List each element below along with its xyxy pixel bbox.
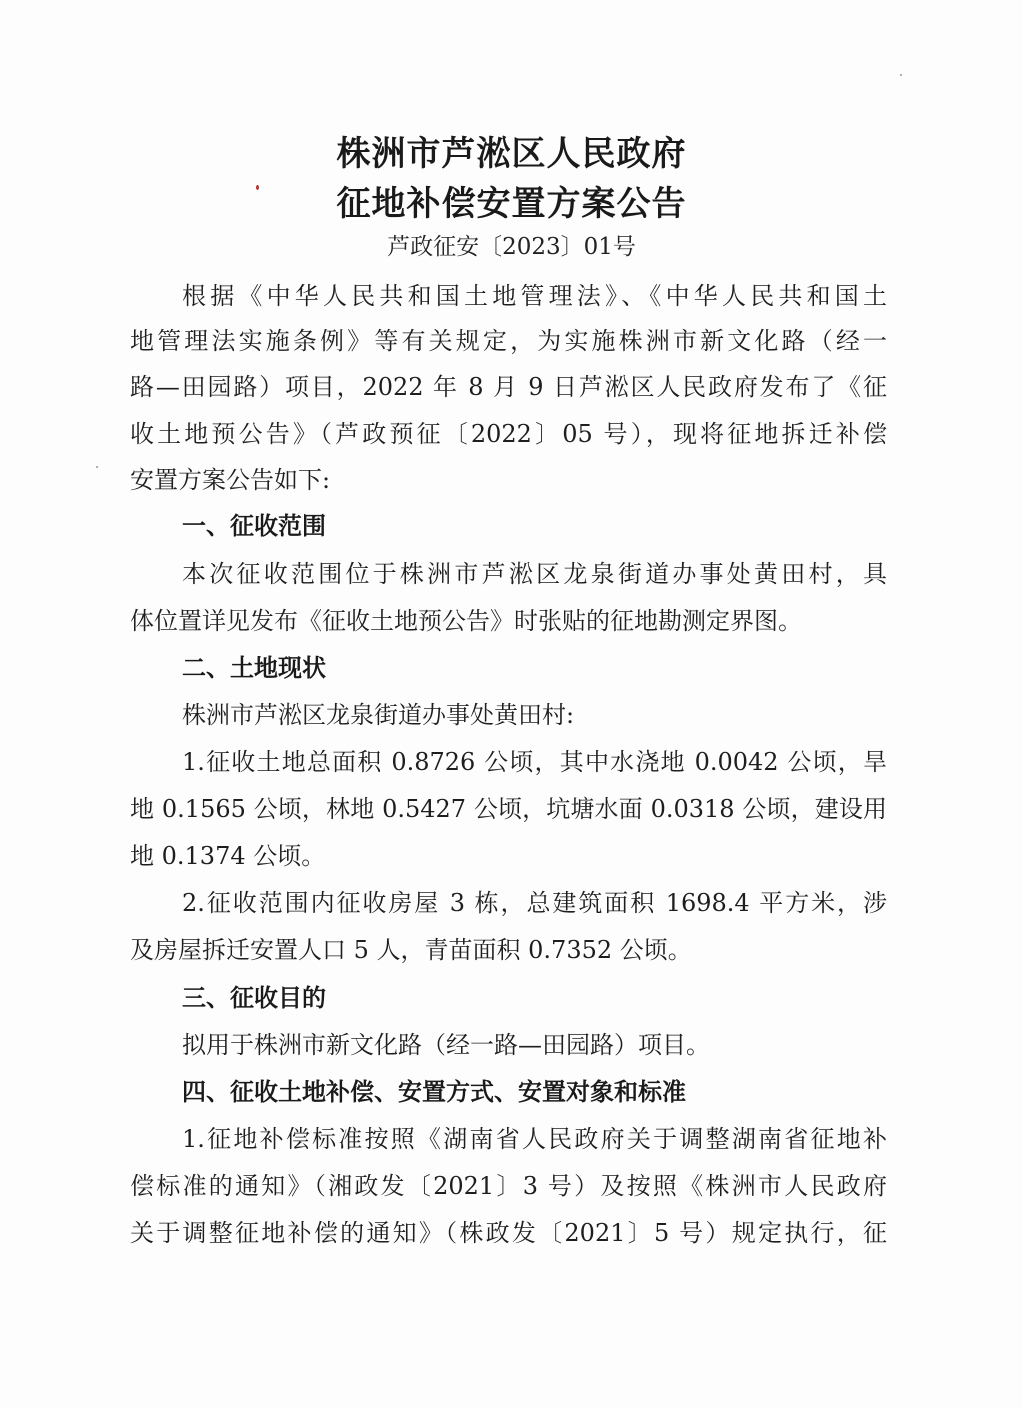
section-heading: 二、土地现状 [182,654,326,682]
document-title-line2: 征地补偿安置方案公告 [336,184,687,224]
document-title-line1: 株洲市芦淞区人民政府 [336,134,687,174]
section-line: 地 0.1374 公顷。 [130,842,326,870]
section-line: 1.征收土地总面积 0.8726 公顷，其中水浇地 0.0042 公顷，旱 [182,748,887,776]
section-heading: 三、征收目的 [182,984,326,1012]
paper-speck [900,74,902,76]
section-heading: 四、征收土地补偿、安置方式、安置对象和标准 [182,1078,686,1106]
intro-line: 路—田园路）项目，2022 年 8 月 9 日芦淞区人民政府发布了《征 [130,373,887,401]
paper-speck [96,466,98,468]
section-line: 1.征地补偿标准按照《湖南省人民政府关于调整湖南省征地补 [182,1125,887,1153]
section-line: 偿标准的通知》（湘政发〔2021〕3 号）及按照《株洲市人民政府 [130,1172,887,1200]
section-line: 关于调整征地补偿的通知》（株政发〔2021〕5 号）规定执行，征 [130,1219,887,1247]
intro-line: 安置方案公告如下: [130,466,331,494]
section-line: 拟用于株洲市新文化路（经一路—田园路）项目。 [182,1031,710,1059]
intro-line: 收土地预公告》（芦政预征〔2022〕05 号），现将征地拆迁补偿 [130,420,887,448]
section-line: 本次征收范围位于株洲市芦淞区龙泉街道办事处黄田村，具 [182,560,887,588]
document-number: 芦政征安〔2023〕01号 [387,234,636,260]
section-line: 2.征收范围内征收房屋 3 栋，总建筑面积 1698.4 平方米，涉 [182,889,887,917]
intro-line: 根据《中华人民共和国土地管理法》、《中华人民共和国土 [182,282,887,310]
section-line: 地 0.1565 公顷，林地 0.5427 公顷，坑塘水面 0.0318 公顷，建设用 [130,795,887,823]
section-line: 体位置详见发布《征收土地预公告》时张贴的征地勘测定界图。 [130,607,802,635]
section-line: 株洲市芦淞区龙泉街道办事处黄田村: [182,701,575,729]
section-line: 及房屋拆迁安置人口 5 人，青苗面积 0.7352 公顷。 [130,936,692,964]
section-heading: 一、征收范围 [182,512,326,540]
intro-line: 地管理法实施条例》等有关规定，为实施株洲市新文化路（经一 [130,327,887,355]
